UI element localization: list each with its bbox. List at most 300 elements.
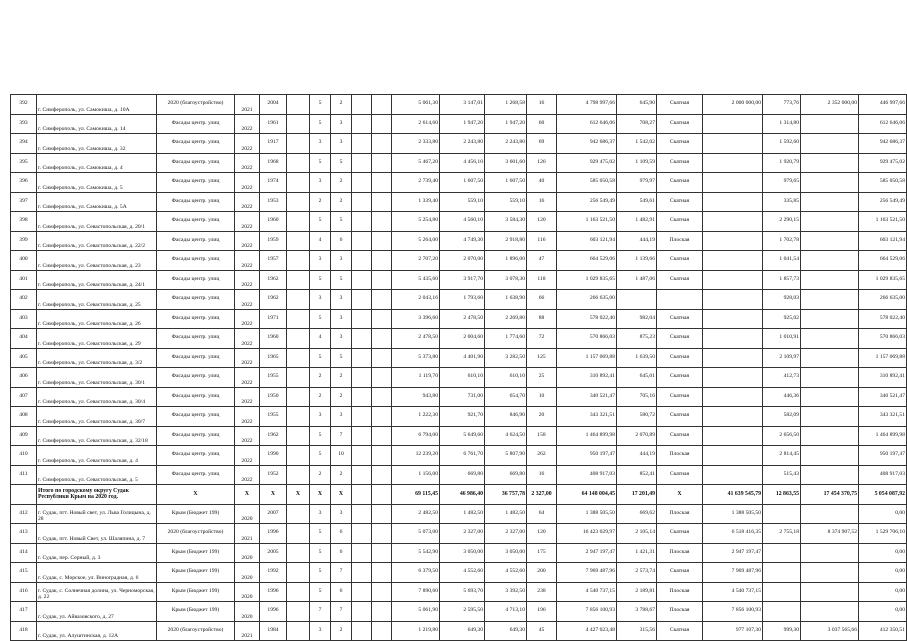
unit-cost-cell: 645,90	[617, 95, 657, 115]
address-cell	[37, 134, 157, 154]
funding-cell: 2 352 000,00	[801, 95, 859, 115]
funding-cell	[763, 504, 801, 524]
address-cell	[37, 524, 157, 544]
residents-cell: 88	[527, 309, 557, 329]
funding-cell: 335,85	[763, 192, 801, 212]
area-cell: 2 478,50	[440, 309, 485, 329]
funding-cell	[763, 582, 801, 602]
table-row	[11, 602, 907, 622]
roof-type-cell: Плоская	[657, 231, 703, 251]
address-text: г. Судак, пер. Серный, д. 3	[38, 555, 101, 562]
plan-year-cell: 2020	[235, 504, 260, 524]
cost-cell: 266 635,00	[557, 290, 617, 310]
empty-cell	[372, 485, 392, 505]
living-area-cell: 3 050,00	[485, 543, 527, 563]
plan-year-cell: 2022	[235, 192, 260, 212]
funding-cell	[703, 446, 763, 466]
table-row	[11, 407, 907, 427]
unit-cost-cell: 1 487,06	[617, 270, 657, 290]
funding-cell: 340 521,47	[859, 387, 907, 407]
living-area-cell: 654,70	[485, 387, 527, 407]
plan-year-cell: 2022	[235, 426, 260, 446]
work-type-cell: Крым (Бюджет 199)	[157, 582, 235, 602]
floors-cell: 5	[310, 543, 331, 563]
funding-cell	[703, 387, 763, 407]
area-cell: 5 649,60	[440, 426, 485, 446]
funding-cell	[703, 251, 763, 271]
table-row	[11, 270, 907, 290]
empty-cell	[352, 368, 372, 388]
unit-cost-cell: 444,19	[617, 231, 657, 251]
entrances-cell: 6	[331, 543, 352, 563]
funding-cell	[763, 563, 801, 583]
table-row	[11, 134, 907, 154]
empty-cell	[372, 582, 392, 602]
empty-cell	[352, 309, 372, 329]
empty-cell	[372, 426, 392, 446]
entrances-cell: 7	[331, 426, 352, 446]
total-area-cell: 5 373,80	[392, 348, 440, 368]
row-number-cell: 394	[11, 134, 37, 154]
empty-cell	[372, 309, 392, 329]
funding-cell: 266 635,00	[859, 290, 907, 310]
row-number-cell: 409	[11, 426, 37, 446]
funding-cell	[703, 153, 763, 173]
cost-cell: 578 022,40	[557, 309, 617, 329]
empty-cell	[287, 446, 310, 466]
residents-cell: 16	[527, 192, 557, 212]
funding-cell: 1 529 706,10	[859, 524, 907, 544]
roof-type-cell: Скатная	[657, 134, 703, 154]
entrances-cell: 5	[331, 348, 352, 368]
roof-type-cell: Скатная	[657, 309, 703, 329]
funding-cell: 999,30	[763, 621, 801, 641]
entrances-cell: 2	[331, 173, 352, 193]
work-type-cell: Фасады центр. улиц	[157, 290, 235, 310]
funding-cell	[703, 173, 763, 193]
row-number-cell: 396	[11, 173, 37, 193]
address-text: г. Симферополь, ул. Севастопольская, д. 4	[38, 457, 138, 464]
area-cell: 610,10	[440, 368, 485, 388]
work-type-cell: Фасады центр. улиц	[157, 426, 235, 446]
unit-cost-cell: 1 639,50	[617, 348, 657, 368]
row-number-cell: 401	[11, 270, 37, 290]
cost-cell: 1 388 505,50	[557, 504, 617, 524]
residents-cell: 40	[527, 173, 557, 193]
unit-cost-cell: 852,41	[617, 465, 657, 485]
cost-cell: 16 423 029,97	[557, 524, 617, 544]
unit-cost-cell: 315,56	[617, 621, 657, 641]
empty-cell	[352, 602, 372, 622]
roof-type-cell: Скатная	[657, 524, 703, 544]
build-year-cell: 1962	[260, 270, 287, 290]
floors-cell: 5	[310, 270, 331, 290]
funding-cell	[801, 465, 859, 485]
address-text: г. Симферополь, ул. Самокиша, д. 32	[38, 145, 126, 152]
floors-cell: 3	[310, 504, 331, 524]
entrances-cell: 2	[331, 368, 352, 388]
total-label: Итого по городскому округу Судак Республики Крым на 2020 год.	[37, 485, 157, 505]
area-cell: 2 070,00	[440, 251, 485, 271]
work-type-cell: Фасады центр. улиц	[157, 212, 235, 232]
work-type-cell: Крым (Бюджет 199)	[157, 543, 235, 563]
plan-year-cell: 2022	[235, 368, 260, 388]
empty-cell	[372, 621, 392, 641]
address-text: г. Симферополь, ул. Самокиша, д. 10А	[38, 106, 130, 113]
total-area-cell: 3 396,60	[392, 309, 440, 329]
roof-type-cell: Плоская	[657, 582, 703, 602]
unit-cost-cell: 708,27	[617, 114, 657, 134]
funding-cell	[801, 251, 859, 271]
entrances-cell: 6	[331, 231, 352, 251]
build-year-cell: 1917	[260, 134, 287, 154]
area-sum: 46 986,40	[440, 485, 485, 505]
residents-cell: 120	[527, 212, 557, 232]
funding-cell: 773,76	[763, 95, 801, 115]
plan-year-cell: 2022	[235, 134, 260, 154]
row-number-cell: 392	[11, 95, 37, 115]
build-year-cell: 1996	[260, 524, 287, 544]
unit-cost-cell: 645,01	[617, 368, 657, 388]
row-number-cell: 416	[11, 582, 37, 602]
build-year-cell: 1955	[260, 407, 287, 427]
roof-type-cell: Скатная	[657, 368, 703, 388]
roof-type-cell: Скатная	[657, 329, 703, 349]
cost-cell: 603 121,94	[557, 231, 617, 251]
row-number-cell: 413	[11, 524, 37, 544]
empty-cell	[287, 407, 310, 427]
row-number-cell: 414	[11, 543, 37, 563]
table-row	[11, 309, 907, 329]
row-number-cell: 405	[11, 348, 37, 368]
funding-cell: 977 107,30	[703, 621, 763, 641]
table-row	[11, 192, 907, 212]
funding-cell	[801, 563, 859, 583]
cost-cell: 1 163 521,50	[557, 212, 617, 232]
address-cell	[37, 543, 157, 563]
entrances-cell: 2	[331, 95, 352, 115]
floors-cell: 5	[310, 524, 331, 544]
empty-cell	[287, 192, 310, 212]
area-cell: 1 482,50	[440, 504, 485, 524]
unit-cost-cell: 2 105,14	[617, 524, 657, 544]
row-number-cell: 407	[11, 387, 37, 407]
funding-cell: 6 518 416,35	[703, 524, 763, 544]
plan-year-cell: 2022	[235, 212, 260, 232]
x-mark: X	[260, 485, 287, 505]
funding-cell	[703, 290, 763, 310]
entrances-cell: 3	[331, 329, 352, 349]
living-area-cell: 1 482,50	[485, 504, 527, 524]
table-row	[11, 251, 907, 271]
funding-cell	[703, 270, 763, 290]
address-text: г. Симферополь, ул. Самокиша, д. 14	[38, 126, 126, 133]
funding-cell: 2 814,45	[763, 446, 801, 466]
funding-cell: 412 350,51	[859, 621, 907, 641]
funding-cell: 1 920,79	[763, 153, 801, 173]
build-year-cell: 1955	[260, 368, 287, 388]
funding-cell: 1 157 069,88	[859, 348, 907, 368]
living-area-cell: 1 896,00	[485, 251, 527, 271]
empty-cell	[352, 329, 372, 349]
empty-cell	[352, 504, 372, 524]
empty-cell	[372, 348, 392, 368]
unit-cost-cell: 2 573,74	[617, 563, 657, 583]
area-cell: 731,00	[440, 387, 485, 407]
address-cell	[37, 192, 157, 212]
table-row	[11, 231, 907, 251]
funding-cell: 0,00	[859, 504, 907, 524]
address-text: г. Симферополь, ул. Севастопольская, д. 30/7	[38, 418, 146, 425]
empty-cell	[287, 543, 310, 563]
funding-cell: 408 917,03	[859, 465, 907, 485]
total-area-cell: 7 890,60	[392, 582, 440, 602]
plan-year-cell: 2020	[235, 602, 260, 622]
empty-cell	[352, 348, 372, 368]
living-area-cell: 649,30	[485, 621, 527, 641]
funding-cell	[763, 543, 801, 563]
address-cell	[37, 348, 157, 368]
build-year-cell: 1953	[260, 192, 287, 212]
total-area-cell: 1 222,30	[392, 407, 440, 427]
address-text: г. Судак, с. Солнечная долина, ул. Черноморская, д. 22	[38, 588, 155, 601]
empty-cell	[287, 524, 310, 544]
residents-cell: 118	[527, 270, 557, 290]
address-text: г. Симферополь, ул. Севастопольская, д. 30/1	[38, 379, 146, 386]
empty-cell	[287, 426, 310, 446]
entrances-cell: 2	[331, 621, 352, 641]
empty-cell	[352, 153, 372, 173]
empty-cell	[352, 563, 372, 583]
funding-sum: 41 639 545,79	[703, 485, 763, 505]
residents-cell: 262	[527, 446, 557, 466]
funding-cell	[763, 602, 801, 622]
living-area-cell: 5 807,90	[485, 446, 527, 466]
total-area-cell: 5 435,60	[392, 270, 440, 290]
work-type-cell: Фасады центр. улиц	[157, 387, 235, 407]
x-mark: X	[157, 485, 235, 505]
empty-cell	[372, 446, 392, 466]
work-type-cell: Крым (Бюджет 199)	[157, 602, 235, 622]
floors-cell: 3	[310, 173, 331, 193]
plan-year-cell: 2022	[235, 231, 260, 251]
plan-year-cell: 2022	[235, 251, 260, 271]
living-area-cell: 4 713,10	[485, 602, 527, 622]
cost-cell: 1 464 899,98	[557, 426, 617, 446]
funding-cell: 0,00	[859, 602, 907, 622]
funding-cell	[801, 348, 859, 368]
empty-cell	[372, 270, 392, 290]
unit-cost-cell: 669,62	[617, 504, 657, 524]
total-area-cell: 1 156,00	[392, 465, 440, 485]
residents-cell: 60	[527, 114, 557, 134]
residents-cell: 10	[527, 387, 557, 407]
living-area-cell: 846,90	[485, 407, 527, 427]
funding-cell: 2 000 000,00	[703, 95, 763, 115]
x-mark: X	[310, 485, 331, 505]
plan-year-cell: 2022	[235, 270, 260, 290]
cost-cell: 4 427 023,48	[557, 621, 617, 641]
address-cell	[37, 563, 157, 583]
empty-cell	[287, 329, 310, 349]
plan-year-cell: 2022	[235, 153, 260, 173]
cost-cell: 1 029 835,65	[557, 270, 617, 290]
x-mark: X	[657, 485, 703, 505]
address-text: г. Симферополь, ул. Самокиша, д. 5	[38, 184, 123, 191]
floors-cell: 3	[310, 621, 331, 641]
area-cell: 2 595,50	[440, 602, 485, 622]
unit-cost-cell: 3 788,67	[617, 602, 657, 622]
work-type-cell: Крым (Бюджет 199)	[157, 504, 235, 524]
floors-cell: 3	[310, 290, 331, 310]
funding-cell	[801, 329, 859, 349]
funding-cell: 310 892,41	[859, 368, 907, 388]
funding-cell	[801, 173, 859, 193]
funding-cell: 942 686,37	[859, 134, 907, 154]
total-area-cell: 2 043,16	[392, 290, 440, 310]
address-text: г. Судак, с. Морское, ул. Виноградная, д. 6	[38, 574, 139, 581]
living-area-cell: 3 584,30	[485, 212, 527, 232]
area-cell: 2 327,00	[440, 524, 485, 544]
funding-cell	[801, 309, 859, 329]
entrances-cell: 7	[331, 602, 352, 622]
row-number-cell: 403	[11, 309, 37, 329]
plan-year-cell: 2022	[235, 407, 260, 427]
empty-cell	[287, 153, 310, 173]
funding-cell: 7 969 487,96	[703, 563, 763, 583]
empty-cell	[352, 407, 372, 427]
address-text: г. Судак, пгт. Новый Свет, ул. Шаляпина, д. 7	[38, 535, 146, 542]
unit-cost-cell: 982,04	[617, 309, 657, 329]
row-number-cell: 397	[11, 192, 37, 212]
funding-cell	[703, 407, 763, 427]
entrances-cell: 6	[331, 582, 352, 602]
empty-cell	[287, 134, 310, 154]
roof-type-cell: Скатная	[657, 153, 703, 173]
empty-cell	[352, 485, 372, 505]
floors-cell: 2	[310, 387, 331, 407]
empty-cell	[287, 563, 310, 583]
residents-cell: 200	[527, 563, 557, 583]
residents-cell: 66	[527, 290, 557, 310]
funding-cell	[801, 270, 859, 290]
empty-cell	[352, 290, 372, 310]
funding-cell: 446 997,66	[859, 95, 907, 115]
work-type-cell: Фасады центр. улиц	[157, 270, 235, 290]
living-area-cell: 2 269,80	[485, 309, 527, 329]
work-type-cell: Фасады центр. улиц	[157, 192, 235, 212]
plan-year-cell: 2022	[235, 329, 260, 349]
area-cell: 649,30	[440, 621, 485, 641]
residents-cell: 72	[527, 329, 557, 349]
total-area-cell: 943,80	[392, 387, 440, 407]
address-cell	[37, 309, 157, 329]
living-area-cell: 2 918,80	[485, 231, 527, 251]
work-type-cell: Фасады центр. улиц	[157, 348, 235, 368]
address-cell	[37, 368, 157, 388]
roof-type-cell: Скатная	[657, 426, 703, 446]
empty-cell	[372, 134, 392, 154]
empty-cell	[287, 290, 310, 310]
funding-cell	[801, 134, 859, 154]
build-year-cell: 1960	[260, 212, 287, 232]
cost-cell: 7 856 100,93	[557, 602, 617, 622]
empty-cell	[287, 270, 310, 290]
entrances-cell: 3	[331, 134, 352, 154]
funding-cell: 256 549,49	[859, 192, 907, 212]
living-area-cell: 1 638,90	[485, 290, 527, 310]
living-area-cell: 1 947,20	[485, 114, 527, 134]
row-number-cell: 400	[11, 251, 37, 271]
empty-cell	[287, 309, 310, 329]
funding-cell: 343 321,51	[859, 407, 907, 427]
address-cell	[37, 173, 157, 193]
entrances-cell: 3	[331, 251, 352, 271]
plan-year-cell: 2020	[235, 563, 260, 583]
floors-cell: 7	[310, 602, 331, 622]
address-cell	[37, 446, 157, 466]
funding-cell	[703, 192, 763, 212]
residents-cell: 45	[527, 621, 557, 641]
entrances-cell: 6	[331, 524, 352, 544]
work-type-cell: Фасады центр. улиц	[157, 251, 235, 271]
entrances-cell: 5	[331, 270, 352, 290]
unit-cost-cell: 1 139,66	[617, 251, 657, 271]
empty-cell	[352, 582, 372, 602]
empty-cell	[287, 212, 310, 232]
roof-type-cell: Скатная	[657, 407, 703, 427]
area-cell: 1 607,50	[440, 173, 485, 193]
funding-cell	[703, 348, 763, 368]
residents-cell: 175	[527, 543, 557, 563]
empty-cell	[352, 621, 372, 641]
funding-cell: 1 163 521,50	[859, 212, 907, 232]
work-type-cell: Фасады центр. улиц	[157, 231, 235, 251]
area-cell: 2 243,80	[440, 134, 485, 154]
funding-cell	[703, 368, 763, 388]
area-cell: 4 401,90	[440, 348, 485, 368]
funding-cell	[703, 309, 763, 329]
funding-cell	[801, 582, 859, 602]
floors-cell: 5	[310, 212, 331, 232]
residents-sum: 2 327,00	[527, 485, 557, 505]
roof-type-cell: Плоская	[657, 543, 703, 563]
living-area-cell: 610,10	[485, 368, 527, 388]
funding-cell: 8 374 907,52	[801, 524, 859, 544]
empty-cell	[352, 543, 372, 563]
empty-cell	[372, 465, 392, 485]
address-cell	[37, 270, 157, 290]
build-year-cell: 2004	[260, 95, 287, 115]
funding-cell	[801, 153, 859, 173]
living-area-cell: 4 624,50	[485, 426, 527, 446]
cost-cell: 4 540 737,15	[557, 582, 617, 602]
entrances-cell: 2	[331, 465, 352, 485]
funding-cell	[703, 329, 763, 349]
floors-cell: 5	[310, 95, 331, 115]
living-area-cell: 3 392,50	[485, 582, 527, 602]
plan-year-cell: 2022	[235, 465, 260, 485]
table-row	[11, 543, 907, 563]
empty-cell	[352, 524, 372, 544]
area-cell: 921,70	[440, 407, 485, 427]
empty-cell	[352, 465, 372, 485]
area-cell: 3 917,70	[440, 270, 485, 290]
floors-cell: 5	[310, 426, 331, 446]
roof-type-cell: Скатная	[657, 348, 703, 368]
empty-cell	[372, 95, 392, 115]
area-cell: 4 552,60	[440, 563, 485, 583]
